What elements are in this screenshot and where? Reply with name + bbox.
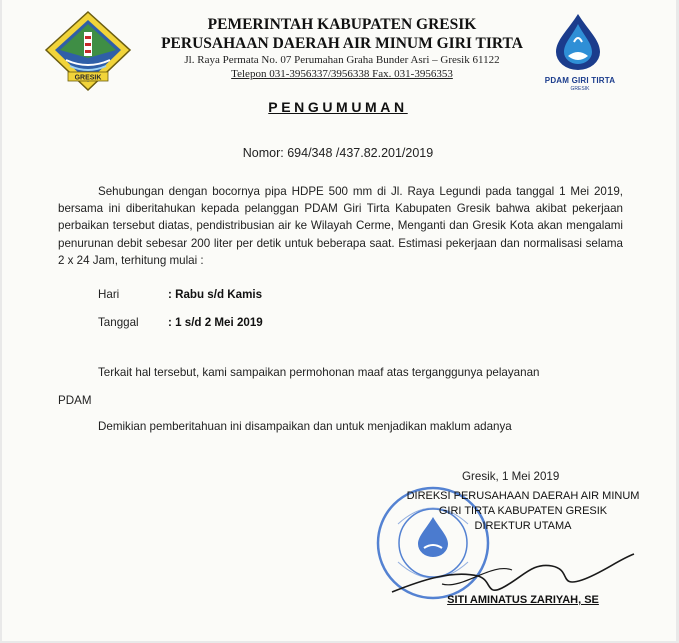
signatory-position: DIREKTUR UTAMA (474, 520, 572, 532)
date-value: : 1 s/d 2 Mei 2019 (168, 316, 263, 329)
place-date: Gresik, 1 Mei 2019 (462, 470, 560, 483)
main-paragraph-text: Sehubungan dengan bocornya pipa HDPE 500 mm di Jl. Raya Legundi pada tanggal 1 Mei 2019, bersama ini diberitahukan kepada pelanggan PDAM Giri Tirta Kabupaten Gresik bahwa akibat pekerjaan perbaikan tersebut diatas, pendistribusian air ke Wilayah Cerme, Menganti dan Gresik Kota akan mengalami penurunan debit sebesar 200 liter per detik untuk beberapa saat. Estimasi pekerjaan dan normalisasi selama 2 x 24 Jam, terhitung mulai : (58, 185, 623, 267)
document-number: Nomor: 694/348 /437.82.201/2019 (242, 146, 434, 160)
signatory-org-line1: DIREKSI PERUSAHAAN DAERAH AIR MINUM (406, 490, 640, 502)
announcement-title: PENGUMUMAN (268, 99, 408, 115)
regency-emblem-logo (44, 10, 132, 92)
emblem-lettering: GRESIK (74, 74, 102, 82)
date-label: Tanggal (98, 316, 139, 329)
pdam-logo-sublabel: GRESIK (570, 86, 590, 92)
document-page (2, 0, 676, 641)
day-value: : Rabu s/d Kamis (168, 288, 263, 301)
signatory-name: SITI AMINATUS ZARIYAH, SE (447, 594, 599, 606)
day-label: Hari (98, 288, 120, 301)
pdam-water-drop-logo (550, 12, 606, 72)
header-address: Jl. Raya Permata No. 07 Perumahan Graha Bunder Asri – Gresik 61122 (184, 54, 500, 66)
header-company: PERUSAHAAN DAERAH AIR MINUM GIRI TIRTA (161, 35, 523, 52)
signatory-org-line2: GIRI TIRTA KABUPATEN GRESIK (438, 505, 608, 517)
closing-line: Demikian pemberitahuan ini disampaikan dan untuk menjadikan maklum adanya (98, 420, 512, 433)
header-phone: Telepon 031-3956337/3956338 Fax. 031-3956353 (231, 68, 453, 80)
apology-line: Terkait hal tersebut, kami sampaikan permohonan maaf atas terganggunya pelayanan (98, 366, 540, 379)
apology-line-continuation: PDAM (58, 394, 92, 407)
pdam-logo-label: PDAM GIRI TIRTA (544, 76, 616, 85)
header-government: PEMERINTAH KABUPATEN GRESIK (207, 16, 477, 33)
main-paragraph (58, 183, 623, 269)
